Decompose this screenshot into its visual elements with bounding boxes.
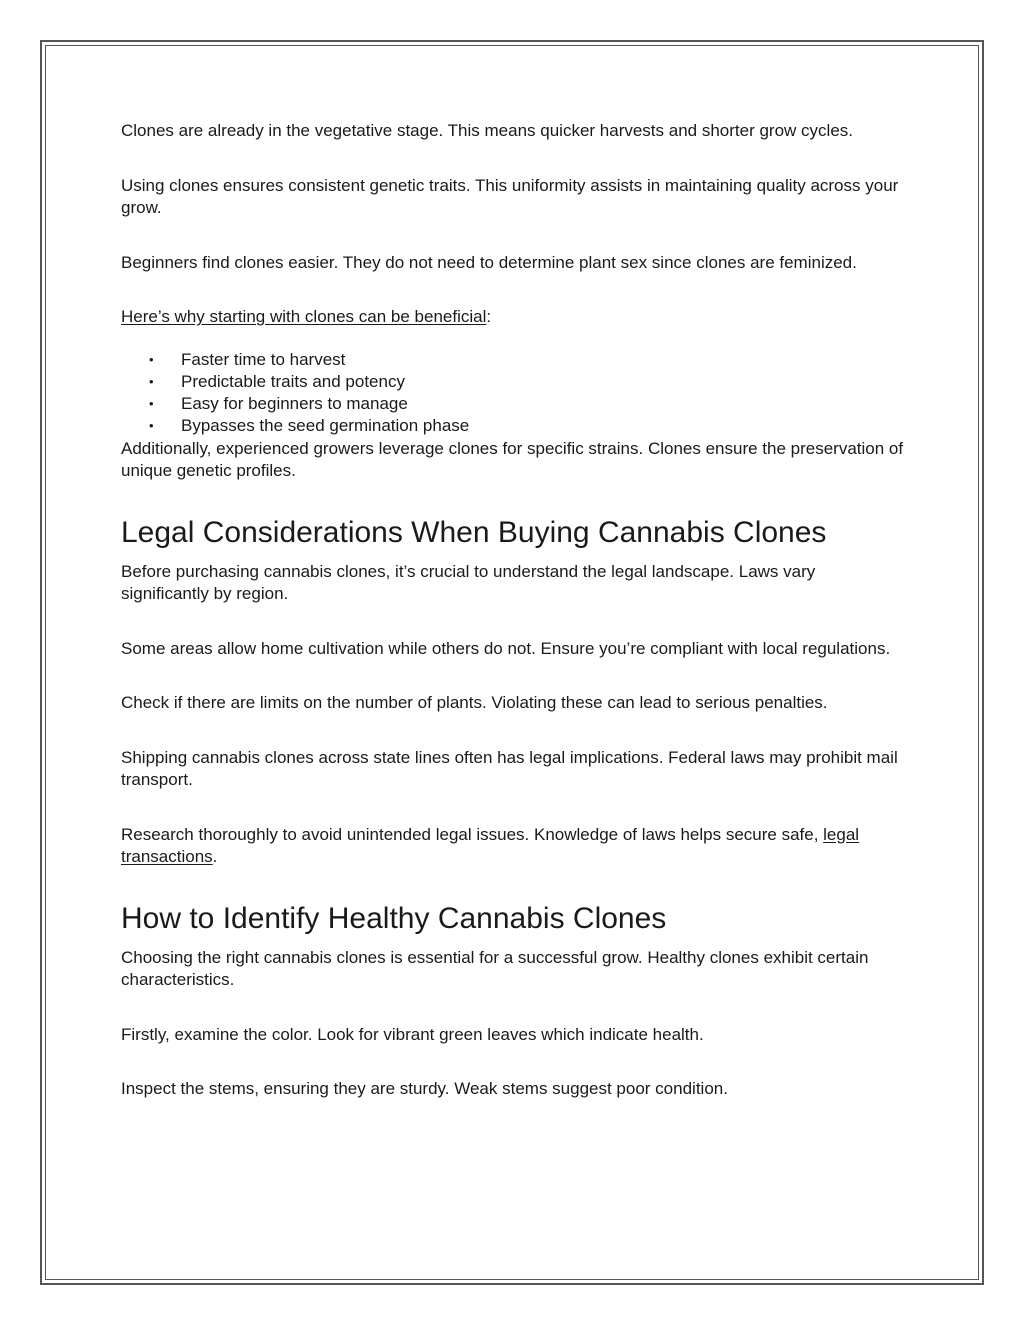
research-text: Research thoroughly to avoid unintended legal issues. Knowledge of laws helps secure safe, (121, 824, 824, 844)
list-item (121, 349, 906, 371)
research-suffix: . (212, 847, 218, 867)
paragraph-choosing-clones: Choosing the right cannabis clones is essential for a successful grow. Healthy clones exhibit certain characteristics. (121, 947, 869, 990)
benefits-intro-suffix: : (486, 307, 492, 326)
paragraph-examine-color: Firstly, examine the color. Look for vibrant green leaves which indicate health. (121, 1024, 704, 1044)
paragraph-genetic-traits: Using clones ensures consistent genetic traits. This uniformity assists in maintaining quality across your grow. (121, 175, 899, 217)
list-item-text: Predictable traits and potency (181, 371, 405, 391)
list-item-text: Faster time to harvest (181, 349, 346, 369)
heading-legal-considerations: Legal Considerations When Buying Cannabis Clones (121, 515, 827, 549)
list-item-text: Easy for beginners to manage (181, 394, 408, 414)
paragraph-shipping: Shipping cannabis clones across state lines often has legal implications. Federal laws may prohibit mail transport. (121, 747, 898, 790)
document-body (121, 120, 906, 1133)
paragraph-home-cultivation: Some areas allow home cultivation while others do not. Ensure you’re compliant with local regulations. (121, 638, 891, 658)
benefits-list (121, 349, 906, 438)
paragraph-experienced-growers: Additionally, experienced growers leverage clones for specific strains. Clones ensure the preservation of unique genetic profiles. (121, 438, 904, 481)
list-item-text: Bypasses the seed germination phase (181, 416, 470, 436)
list-item (121, 371, 906, 393)
paragraph-legal-landscape: Before purchasing cannabis clones, it’s crucial to understand the legal landscape. Laws vary significantly by region. (121, 561, 816, 604)
bullet-icon: • (149, 373, 154, 389)
legal-transactions-link[interactable]: legal transactions (121, 824, 860, 867)
paragraph-beginners: Beginners find clones easier. They do not need to determine plant sex since clones are feminized. (121, 252, 857, 272)
benefits-link[interactable]: Here’s why starting with clones can be beneficial (121, 307, 487, 326)
paragraph-research (121, 824, 906, 869)
bullet-icon: • (149, 396, 154, 412)
bullet-icon: • (149, 351, 154, 367)
bullet-icon: • (149, 418, 154, 434)
heading-healthy-clones: How to Identify Healthy Cannabis Clones (121, 901, 667, 935)
paragraph-plant-limits: Check if there are limits on the number of plants. Violating these can lead to serious penalties. (121, 693, 828, 713)
paragraph-inspect-stems: Inspect the stems, ensuring they are sturdy. Weak stems suggest poor condition. (121, 1079, 728, 1099)
list-item (121, 393, 906, 415)
list-item (121, 415, 906, 437)
benefits-intro (121, 306, 906, 329)
paragraph-vegetative-stage: Clones are already in the vegetative stage. This means quicker harvests and shorter grow cycles. (121, 121, 853, 140)
